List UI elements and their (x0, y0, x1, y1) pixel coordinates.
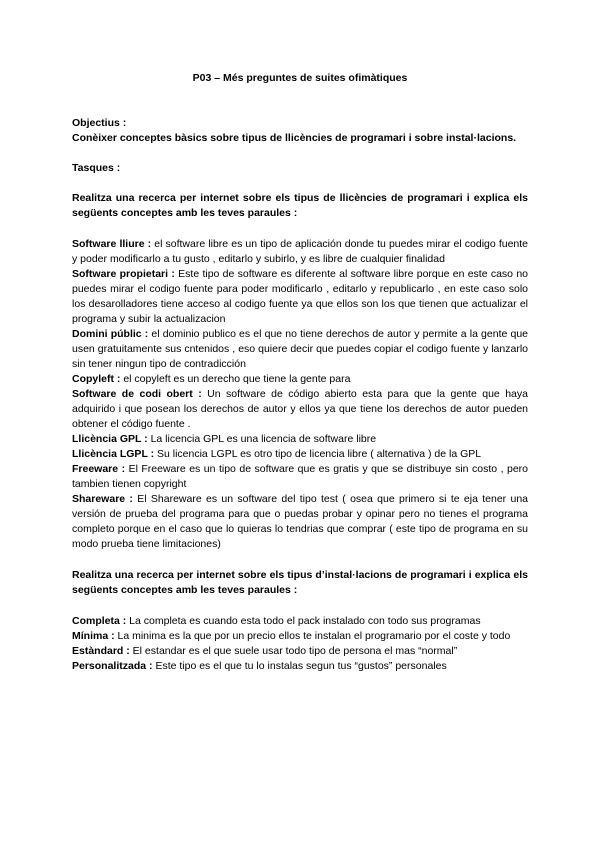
entry-software-codi-obert (72, 387, 528, 432)
entry-estandard (72, 644, 528, 659)
section1-prompt: Realitza una recerca per internet sobre els tipus de llicències de programari i explica els següents conceptes amb les teves paraules : (72, 192, 528, 219)
entry-term: Shareware : (72, 493, 133, 505)
entry-software-lliure (72, 237, 528, 267)
entry-personalitzada (72, 659, 528, 674)
entry-term: Llicència GPL : (72, 433, 148, 445)
entry-freeware (72, 462, 528, 492)
entry-term: Llicència LGPL : (72, 448, 155, 460)
entry-text: El Shareware es un software del tipo test ( osea que primero si te eja tener una versión de prueba del programa para que o puedas probar y opinar pero no tienes el programa completo porque en el caso que lo quieras lo tendrias que comprar ( este tipo de programa en su modo prueba tiene limitaciones) (72, 493, 529, 550)
entry-term: Freeware : (72, 463, 126, 475)
entry-text: La completa es cuando esta todo el pack instalado con todo sus programas (126, 615, 481, 627)
entry-term: Software propietari : (72, 268, 175, 280)
entry-text: El estandar es el que suele usar todo tipo de persona el mas “normal” (129, 645, 458, 657)
entry-term: Software lliure : (72, 238, 152, 250)
entry-term: Domini públic : (72, 328, 149, 340)
entry-minima (72, 629, 528, 644)
entry-text: el software libre es un tipo de aplicación donde tu puedes mirar el codigo fuente y poder modificarlo a tu gusto , editarlo y subirlo, y es libre de cualquier finalidad (72, 238, 529, 265)
section2-prompt: Realitza una recerca per internet sobre els tipus d’instal·lacions de programari i explica els següents conceptes amb les teves paraules : (72, 569, 528, 596)
entry-text: el dominio publico es el que no tiene derechos de autor y permite a la gente que usen gratuitamente sus cntenidos , eso quiere decir que puedes copiar el codigo fuente y lanzarlo sin tener ningun tipo de contradicción (72, 328, 528, 370)
section2-entries (72, 614, 528, 674)
entry-copyleft (72, 372, 528, 387)
objectives-text: Conèixer conceptes bàsics sobre tipus de llicències de programari i sobre instal·lacions. (72, 132, 517, 144)
entry-shareware (72, 492, 528, 552)
entry-term: Estàndard : (72, 645, 130, 657)
entry-term: Completa : (72, 615, 127, 627)
entry-term: Copyleft : (72, 373, 121, 385)
entry-completa (72, 614, 528, 629)
entry-text: La licencia GPL es una licencia de software libre (147, 433, 377, 445)
entry-text: Su licencia LGPL es otro tipo de licencia libre ( alternativa ) de la GPL (154, 448, 482, 460)
entry-domini-public (72, 327, 528, 372)
entry-text: Este tipo de software es diferente al software libre porque en este caso no puedes mirar el codigo fuente para poder modificarlo , editarlo y republicarlo , en este caso solo los desarolladores tiene acceso al codigo fuente ya que ellos son los que tienen que actualizar el programa y subir la actualizacion (72, 268, 528, 325)
entry-llicencia-lgpl (72, 447, 528, 462)
entry-text: El Freeware es un tipo de software que es gratis y que se distribuye sin costo , pero tambien tienen copyright (72, 463, 528, 490)
entry-llicencia-gpl (72, 432, 528, 447)
page-title: P03 – Més preguntes de suites ofimàtiques (192, 72, 408, 84)
entry-text: el copyleft es un derecho que tiene la gente para (120, 373, 351, 385)
entry-term: Personalitzada : (72, 660, 153, 672)
entry-text: Este tipo es el que tu lo instalas segun tus “gustos” personales (152, 660, 447, 672)
tasks-heading: Tasques : (72, 162, 121, 174)
entry-text: Un software de código abierto esta para que la gente que haya adquirido i que posean los derechos de autor y ellos ya que tiene los derechos de autor pueden obtener el código fuente . (72, 388, 528, 430)
entry-term: Mínima : (72, 630, 115, 642)
entry-term: Software de codi obert : (72, 388, 202, 400)
section1-entries (72, 237, 528, 552)
objectives-heading: Objectius : (72, 117, 127, 129)
entry-software-propietari (72, 267, 528, 327)
entry-text: La minima es la que por un precio ellos te instalan el programario por el coste y todo (114, 630, 511, 642)
document-body (72, 116, 528, 674)
